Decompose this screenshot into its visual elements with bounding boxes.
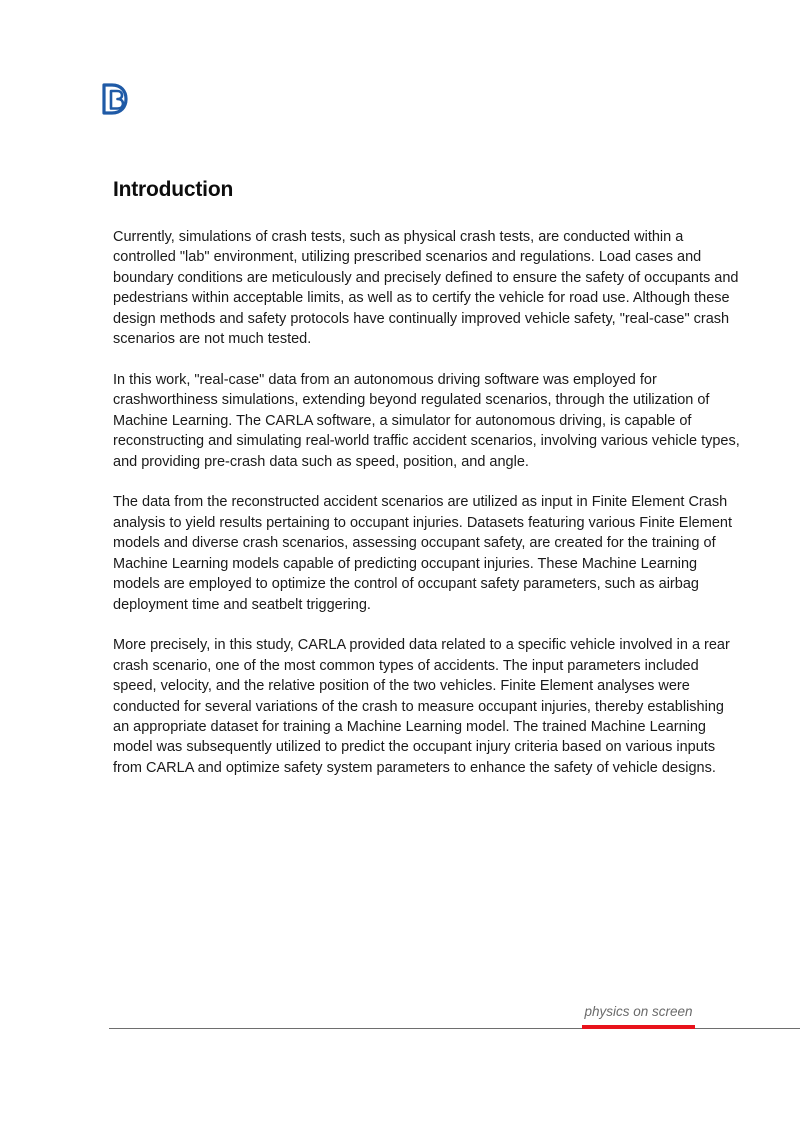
paragraph-2: In this work, "real-case" data from an autonomous driving software was employed for crashworthiness simulations, extending beyond regulated scenarios, through the utilization of Machine Learning. The CARLA software, a simulator for autonomous driving, is capable of reconstructing and simulating real-world traffic accident scenarios, involving various vehicle types, and providing pre-crash data such as speed, position, and angle. (113, 371, 740, 470)
paragraph-1: Currently, simulations of crash tests, such as physical crash tests, are conducted within a controlled "lab" environment, utilizing prescribed scenarios and regulations. Load cases and boundary conditions are meticulously and precisely defined to ensure the safety of occupants and pedestrians within acceptable limits, as well as to certify the vehicle for road use. Although these design methods and safety protocols have continually improved vehicle safety, "real-case" crash scenarios are not much tested. (113, 229, 739, 348)
paragraph-3: The data from the reconstructed accident scenarios are utilized as input in Finite Element Crash analysis to yield results pertaining to occupant injuries. Datasets featuring various Finite Element models and diverse crash scenarios, assessing occupant safety, are created for the training of Machine Learning models capable of predicting occupant injuries. These Machine Learning models are employed to optimize the control of occupant safety parameters, such as airbag deployment time and seatbelt triggering. (113, 494, 732, 613)
footer-tagline: physics on screen (584, 1004, 693, 1019)
db-logo-icon (101, 82, 131, 116)
section-title: Introduction (113, 178, 234, 201)
footer-rule (109, 1028, 800, 1029)
footer-accent-bar (582, 1025, 695, 1029)
body-text (113, 227, 743, 799)
paragraph-4: More precisely, in this study, CARLA provided data related to a specific vehicle involved in a rear crash scenario, one of the most common types of accidents. The input parameters included speed, velocity, and the relative position of the two vehicles. Finite Element analyses were conducted for several variations of the crash to measure occupant injuries, thereby establishing an appropriate dataset for training a Machine Learning model. The trained Machine Learning model was subsequently utilized to predict the occupant injury criteria based on various inputs from CARLA and optimize safety system parameters to enhance the safety of vehicle designs. (113, 637, 730, 776)
